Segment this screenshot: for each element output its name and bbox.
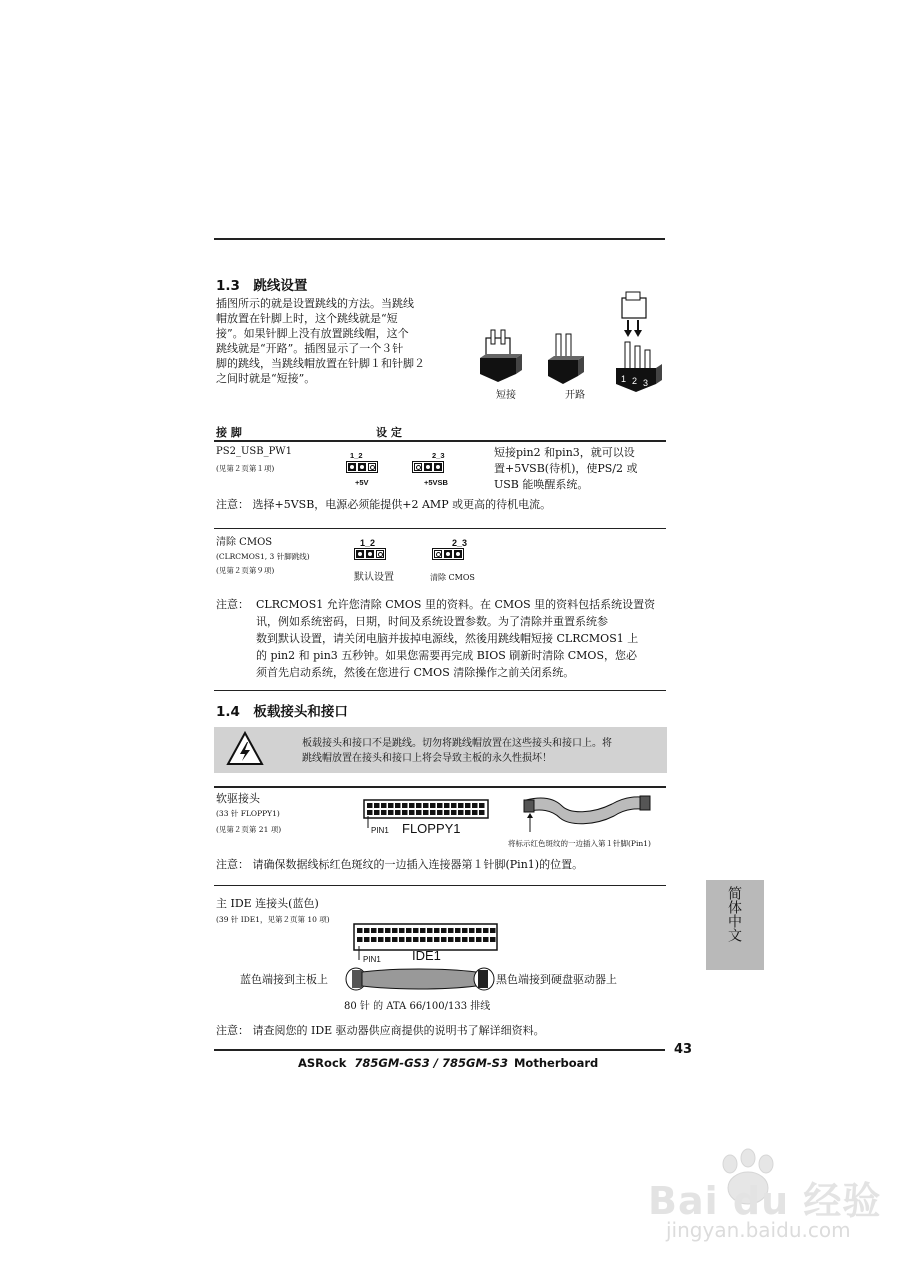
connector-pin bbox=[427, 937, 433, 942]
floppy-ref: (见第２页第 21 项) bbox=[216, 825, 282, 834]
connector-pin bbox=[476, 928, 482, 933]
section-title-1-3: 1.3 跳线设置 bbox=[216, 278, 308, 294]
footer-brand: ASRock bbox=[298, 1056, 347, 1070]
connector-pin bbox=[427, 928, 433, 933]
jumper-pin-number: 1 bbox=[621, 374, 627, 384]
jumper-pin-number: 2 bbox=[632, 376, 638, 386]
connector-pin bbox=[399, 937, 405, 942]
connector-pin bbox=[413, 928, 419, 933]
connector-pin bbox=[430, 803, 436, 808]
ide-name: 主 IDE 连接头(蓝色) bbox=[216, 897, 319, 910]
cmos-opt2-bottom: 清除 CMOS bbox=[430, 573, 475, 582]
connector-pin bbox=[364, 928, 370, 933]
footer-model: 785GM-GS3 / 785GM-S3 bbox=[354, 1056, 508, 1070]
connector-pin bbox=[374, 803, 380, 808]
page-number: 43 bbox=[674, 1042, 693, 1057]
connector-pin bbox=[458, 810, 464, 815]
connector-pin bbox=[451, 803, 457, 808]
connector-pin bbox=[367, 803, 373, 808]
cmos-jumper-2-3 bbox=[432, 548, 464, 560]
connector-pin bbox=[434, 928, 440, 933]
connector-pin bbox=[437, 803, 443, 808]
connector-pin bbox=[465, 803, 471, 808]
pin-open bbox=[414, 463, 422, 471]
section-title-1-4: 1.4 板载接头和接口 bbox=[216, 704, 348, 720]
ps2-opt1-bottom: +5V bbox=[355, 478, 369, 487]
connector-pin bbox=[469, 928, 475, 933]
jumper-pin-number: 3 bbox=[643, 378, 649, 388]
connector-pin bbox=[423, 810, 429, 815]
connector-pin bbox=[371, 928, 377, 933]
connector-pin bbox=[406, 937, 412, 942]
ide-cable-image bbox=[344, 966, 496, 992]
ide-right-label: 黑色端接到硬盘驱动器上 bbox=[496, 973, 617, 986]
pin-shorted bbox=[434, 463, 442, 471]
connector-pin bbox=[409, 803, 415, 808]
connector-pin bbox=[378, 928, 384, 933]
divider bbox=[214, 528, 666, 529]
footer-brand-line bbox=[298, 1056, 598, 1070]
connector-pin bbox=[444, 803, 450, 808]
connector-pin bbox=[371, 937, 377, 942]
pin-shorted bbox=[348, 463, 356, 471]
cmos-opt2-top: 2_3 bbox=[452, 538, 468, 548]
connector-pin bbox=[381, 803, 387, 808]
cmos-note-label: 注意： bbox=[216, 598, 249, 611]
connector-pin bbox=[423, 803, 429, 808]
connector-pin bbox=[402, 810, 408, 815]
jumper-short-figure bbox=[480, 330, 522, 382]
connector-pin bbox=[455, 928, 461, 933]
connector-pin bbox=[392, 937, 398, 942]
connector-pin bbox=[420, 937, 426, 942]
floppy-name: 软驱接头 bbox=[216, 792, 260, 805]
connector-pin bbox=[451, 810, 457, 815]
connector-pin bbox=[479, 810, 485, 815]
pin-open bbox=[434, 550, 442, 558]
ps2-usb-pw1-ref: (见第２页第１项) bbox=[216, 464, 275, 473]
connector-pin bbox=[381, 810, 387, 815]
connector-pin bbox=[357, 928, 363, 933]
connector-pin bbox=[406, 928, 412, 933]
connector-pin bbox=[483, 937, 489, 942]
pin-shorted bbox=[356, 550, 364, 558]
connector-pin bbox=[479, 803, 485, 808]
connector-pin bbox=[416, 803, 422, 808]
footer-rule bbox=[214, 1049, 665, 1051]
connector-pin bbox=[409, 810, 415, 815]
floppy-connector-label: FLOPPY1 bbox=[402, 821, 461, 836]
table-header-col1: 接 脚 bbox=[216, 426, 242, 439]
label-short: 短接 bbox=[496, 390, 516, 401]
connector-pin bbox=[472, 810, 478, 815]
connector-pin bbox=[374, 810, 380, 815]
warning-text: 板载接头和接口不是跳线。切勿将跳线帽放置在这些接头和接口上。将 跳线帽放置在接头和接口上将会导致主板的永久性损坏！ bbox=[302, 738, 612, 764]
cmos-name: 清除 CMOS bbox=[216, 537, 273, 548]
divider bbox=[214, 885, 666, 886]
connector-pin bbox=[483, 928, 489, 933]
floppy-caption: 将标示红色斑纹的一边插入第１针脚(Pin1) bbox=[508, 839, 651, 848]
connector-pin bbox=[388, 810, 394, 815]
ps2-jumper-2-3 bbox=[412, 461, 444, 473]
connector-pin bbox=[378, 937, 384, 942]
floppy-cable-image bbox=[522, 794, 652, 834]
ps2-usb-pw1-name: PS2_USB_PW1 bbox=[216, 446, 292, 457]
connector-pin bbox=[385, 928, 391, 933]
label-open: 开路 bbox=[565, 390, 585, 401]
pin-shorted bbox=[424, 463, 432, 471]
table-header-col2: 设 定 bbox=[376, 426, 402, 439]
jumper-3pin-figure bbox=[616, 292, 662, 392]
warning-icon bbox=[226, 730, 264, 768]
connector-pin bbox=[416, 810, 422, 815]
connector-pin bbox=[367, 810, 373, 815]
pin-shorted bbox=[366, 550, 374, 558]
baidu-watermark-logo: Bai du 经验 bbox=[648, 1179, 882, 1223]
connector-pin bbox=[388, 803, 394, 808]
connector-pin bbox=[357, 937, 363, 942]
cmos-note: CLRCMOS1 允许您清除 CMOS 里的资料。在 CMOS 里的资料包括系统设置资 讯，例如系统密码，日期，时间及系统设置参数。为了清除并重置系统参 数到默认设置，请关闭电脑并拔掉电源线，然後用跳线帽短接 CLRCMOS1 上 的 pin2 和 pin3 五秒钟。如果您需要再完成 BIOS 刷新时清除 CMOS，您必 须首先启动系统，然後在您进行 CMOS 清除操作之前关闭系统。 bbox=[256, 598, 656, 679]
connector-pin bbox=[420, 928, 426, 933]
connector-pin bbox=[465, 810, 471, 815]
ps2-jumper-1-2 bbox=[346, 461, 378, 473]
cmos-jumper-1-2 bbox=[354, 548, 386, 560]
pin-shorted bbox=[444, 550, 452, 558]
ps2-note: 注意： 选择+5VSB，电源必须能提供+2 AMP 或更高的待机电流。 bbox=[216, 498, 552, 511]
connector-pin bbox=[395, 810, 401, 815]
cmos-opt1-top: 1_2 bbox=[360, 538, 376, 548]
connector-pin bbox=[448, 937, 454, 942]
floppy-sub: (33 针 FLOPPY1) bbox=[216, 809, 280, 818]
connector-pin bbox=[434, 937, 440, 942]
cmos-opt1-bottom: 默认设置 bbox=[354, 572, 394, 583]
connector-pin bbox=[455, 937, 461, 942]
connector-pin bbox=[392, 928, 398, 933]
ps2-opt2-bottom: +5VSB bbox=[424, 478, 448, 487]
connector-pin bbox=[395, 803, 401, 808]
cmos-ref: (见第２页第９项) bbox=[216, 566, 275, 575]
connector-pin bbox=[399, 928, 405, 933]
language-side-tab-label: 简体中文 bbox=[726, 886, 742, 942]
connector-pin bbox=[469, 937, 475, 942]
baidu-watermark-url: jingyan.baidu.com bbox=[666, 1218, 851, 1242]
floppy-pin1-label: PIN1 bbox=[371, 826, 389, 835]
jumper-intro-text: 插图所示的就是设置跳线的方法。当跳线 帽放置在针脚上时，这个跳线就是“短 接”。如果针脚上没有放置跳线帽，这个 跳线就是“开路”。插图显示了一个３针 脚的跳线，当跳线帽放置在针脚１和针脚２ 之间时就是“短接”。 bbox=[216, 297, 425, 385]
ide-cable-caption: 80 针 的 ATA 66/100/133 排线 bbox=[344, 1001, 491, 1012]
connector-pin bbox=[441, 937, 447, 942]
jumper-open-figure bbox=[548, 334, 584, 384]
footer-product: Motherboard bbox=[513, 1056, 599, 1070]
connector-pin bbox=[462, 928, 468, 933]
connector-pin bbox=[490, 937, 496, 942]
top-rule bbox=[214, 238, 665, 240]
ps2-opt2-top: 2_3 bbox=[432, 451, 445, 460]
connector-pin bbox=[472, 803, 478, 808]
pin-open bbox=[368, 463, 376, 471]
ps2-opt1-top: 1_2 bbox=[350, 451, 363, 460]
connector-pin bbox=[441, 928, 447, 933]
ide-pin1-label: PIN1 bbox=[363, 955, 381, 964]
connector-pin bbox=[458, 803, 464, 808]
connector-pin bbox=[444, 810, 450, 815]
connector-pin bbox=[385, 937, 391, 942]
ide-note: 注意： 请查阅您的 IDE 驱动器供应商提供的说明书了解详细资料。 bbox=[216, 1024, 545, 1037]
connector-pin bbox=[364, 937, 370, 942]
ide-left-label: 蓝色端接到主板上 bbox=[240, 973, 328, 986]
connector-pin bbox=[402, 803, 408, 808]
divider bbox=[214, 690, 666, 691]
connector-pin bbox=[437, 810, 443, 815]
ide-sub: (39 针 IDE1，见第２页第 10 项) bbox=[216, 915, 330, 924]
pin-shorted bbox=[358, 463, 366, 471]
ide-connector-label: IDE1 bbox=[412, 948, 441, 963]
pin-shorted bbox=[454, 550, 462, 558]
connector-pin bbox=[413, 937, 419, 942]
divider bbox=[214, 786, 666, 788]
floppy-note: 注意： 请确保数据线标红色斑纹的一边插入连接器第１针脚(Pin1)的位置。 bbox=[216, 858, 584, 871]
ps2-description: 短接pin2 和pin3，就可以设 置+5VSB(待机)，使PS/2 或 USB 能唤醒系统。 bbox=[494, 446, 638, 491]
cmos-sub: (CLRCMOS1, 3 针脚跳线) bbox=[216, 552, 310, 561]
connector-pin bbox=[462, 937, 468, 942]
connector-pin bbox=[430, 810, 436, 815]
connector-pin bbox=[476, 937, 482, 942]
table-header-rule bbox=[214, 440, 666, 442]
connector-pin bbox=[448, 928, 454, 933]
pin-open bbox=[376, 550, 384, 558]
connector-pin bbox=[490, 928, 496, 933]
